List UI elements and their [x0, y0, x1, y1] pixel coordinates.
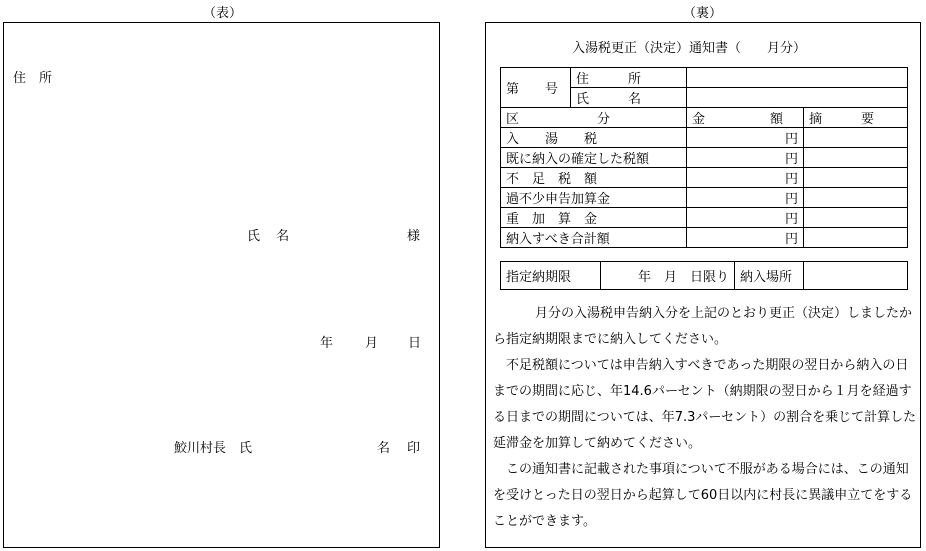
column-category-header: [501, 108, 687, 128]
row-notes: [804, 188, 908, 208]
row-label: [501, 208, 687, 228]
deadline-value-cell: [601, 262, 735, 290]
table-name-label: 氏 名: [576, 92, 642, 107]
row-notes: [804, 208, 908, 228]
payment-place-label-cell: [735, 262, 804, 290]
issuer-label: 鮫川村長 氏: [174, 441, 253, 456]
date-month: 月: [365, 336, 379, 351]
column-category-text: 区 分: [506, 112, 611, 127]
notice-paragraph-3: [493, 457, 918, 535]
row-notes: [804, 128, 908, 148]
column-amount-header: [687, 108, 804, 128]
recipient-name-label: 氏 名: [247, 229, 296, 244]
column-notes-header: [804, 108, 908, 128]
row-notes: [804, 228, 908, 248]
paragraph-3-text: この通知書に記載された事項について不服がある場合には、この通知を受けとった日の翌日から起算して60日以内に村長に異議申立てをすることができます。: [493, 462, 913, 529]
number-label: 第 号: [506, 82, 559, 97]
row-label: [501, 188, 687, 208]
payment-place-value-cell: [804, 262, 908, 290]
yen-unit: 円: [784, 132, 798, 147]
yen-unit: 円: [784, 232, 798, 247]
notice-paragraph-1: [493, 301, 918, 353]
row-label: [501, 148, 687, 168]
yen-unit: 円: [784, 172, 798, 187]
paragraph-2-text: 不足税額については申告納入すべきであった期限の翌日から納入の日までの期間に応じ、年14.6パーセント（納期限の翌日から１月を経過する日までの期間については、年7.3パーセント）の割合を乗じて計算した延滞金を加算して納めてください。: [493, 358, 917, 451]
issuer-name-suffix: 名: [377, 441, 391, 456]
row-amount: [687, 208, 804, 228]
row-label-text: 入 湯 税: [506, 132, 598, 147]
row-label: [501, 168, 687, 188]
row-label-text: 過不少申告加算金: [506, 192, 611, 207]
row-label: [501, 128, 687, 148]
table-address-label: 住 所: [576, 72, 642, 87]
row-label-text: 納入すべき合計額: [506, 232, 610, 247]
address-cell: [571, 68, 687, 88]
row-amount: [687, 168, 804, 188]
back-panel: [485, 22, 921, 548]
back-header: （裏）: [683, 6, 723, 21]
row-amount: [687, 128, 804, 148]
row-notes: [804, 168, 908, 188]
row-label-text: 重 加 算 金: [506, 212, 598, 227]
deadline-table: [500, 261, 908, 290]
date-day: 日: [408, 336, 422, 351]
deadline-label: 指定納期限: [506, 270, 572, 285]
name-cell: [571, 88, 687, 108]
honorific: 様: [407, 229, 421, 244]
front-panel: [3, 22, 440, 548]
row-amount: [687, 228, 804, 248]
name-value-cell: [687, 88, 908, 108]
seal-mark: 印: [407, 441, 421, 456]
paragraph-1-text: 月分の入湯税申告納入分を上記のとおり更正（決定）しましたから指定納期限までに納入してください。: [493, 306, 913, 347]
deadline-label-cell: [501, 262, 601, 290]
notice-paragraph-2: [493, 353, 918, 457]
notice-title: 入湯税更正（決定）通知書（ 月分）: [572, 41, 807, 56]
date-year: 年: [320, 336, 334, 351]
column-notes-text: 摘 要: [809, 112, 875, 127]
row-label-text: 既に納入の確定した税額: [506, 152, 650, 167]
front-header: （表）: [203, 6, 243, 21]
number-label-cell: [501, 68, 571, 108]
address-value-cell: [687, 68, 908, 88]
yen-unit: 円: [784, 212, 798, 227]
row-label: [501, 228, 687, 248]
row-amount: [687, 188, 804, 208]
payment-place-label: 納入場所: [740, 270, 793, 285]
deadline-value: 年 月 日限り: [637, 270, 729, 285]
column-amount-text: 金 額: [692, 112, 784, 127]
yen-unit: 円: [784, 192, 798, 207]
row-amount: [687, 148, 804, 168]
row-notes: [804, 148, 908, 168]
yen-unit: 円: [784, 152, 798, 167]
row-label-text: 不 足 税 額: [506, 172, 598, 187]
address-label: 住 所: [13, 71, 53, 86]
notice-table: [500, 67, 908, 248]
